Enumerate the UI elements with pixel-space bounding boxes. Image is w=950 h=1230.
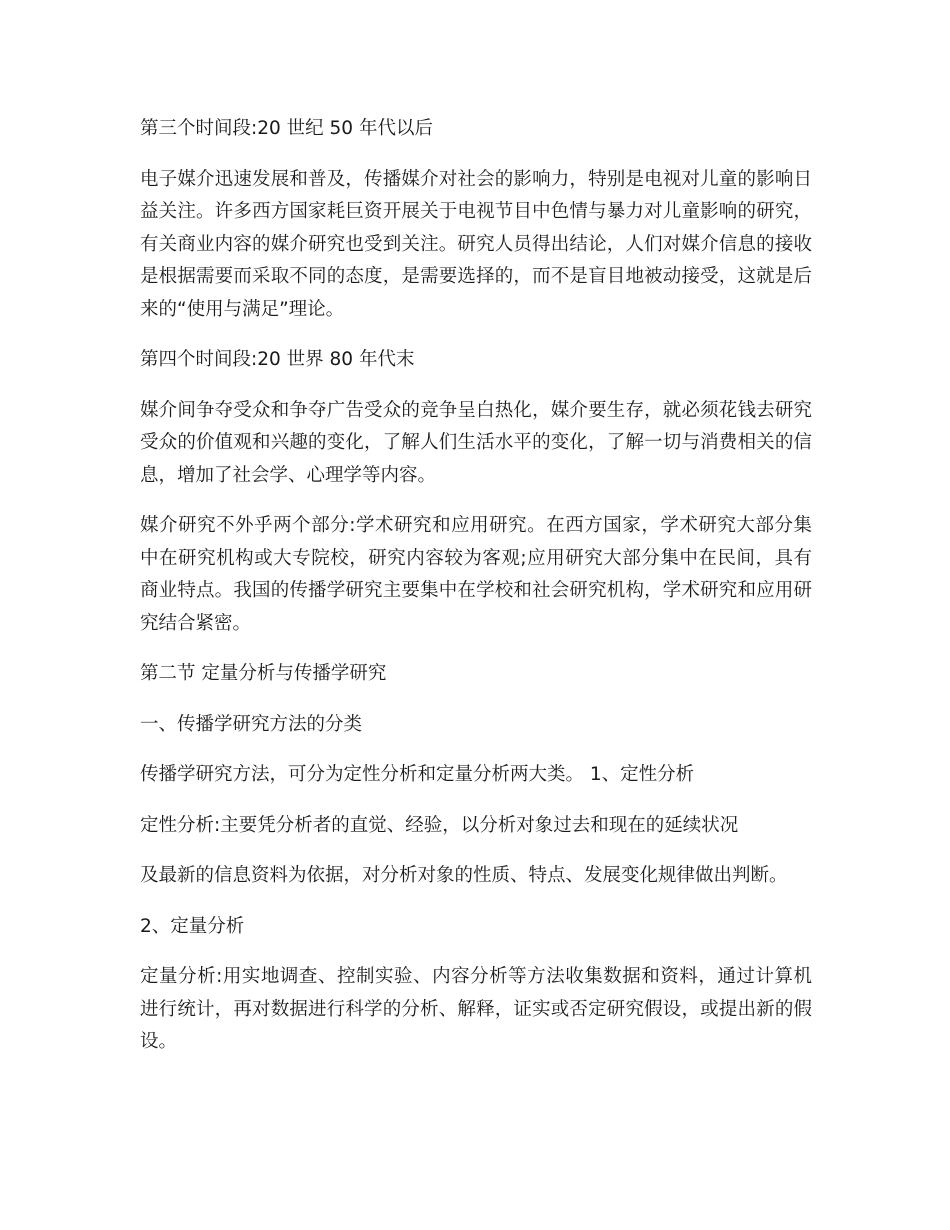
paragraph-qualitative-definition: 定性分析:主要凭分析者的直觉、经验，以分析对象过去和现在的延续状况: [140, 814, 739, 836]
paragraph-media-research-parts: 媒介研究不外乎两个部分:学术研究和应用研究。在西方国家，学术研究大部分集中在研究机构或大专院校，研究内容较为客观;应用研究大部分集中在民间，具有商业特点。我国的传播学研究主要集中在学校和社会研究机构，学术研究和应用研究结合紧密。: [140, 515, 812, 634]
section-heading-third-period: 第三个时间段:20 世纪 50 年代以后: [140, 118, 433, 139]
subheading-method-classification: 一、传播学研究方法的分类: [140, 713, 363, 735]
document-body: [140, 113, 812, 1077]
subheading-quantitative: 2、定量分析: [140, 915, 245, 937]
paragraph-media-competition: 媒介间争夺受众和争夺广告受众的竞争呈白热化，媒介要生存，就必须花钱去研究受众的价值观和兴趣的变化，了解人们生活水平的变化，了解一切与消费相关的信息，增加了社会学、心理学等内容。: [140, 399, 812, 486]
section-heading-second-section: 第二节 定量分析与传播学研究: [140, 663, 387, 684]
paragraph-qualitative-continued: 及最新的信息资料为依据，对分析对象的性质、特点、发展变化规律做出判断。: [140, 865, 788, 886]
section-heading-fourth-period: 第四个时间段:20 世界 80 年代末: [140, 349, 415, 370]
paragraph-quantitative-definition: 定量分析:用实地调查、控制实验、内容分析等方法收集数据和资料，通过计算机进行统计，再对数据进行科学的分析、解释，证实或否定研究假设，或提出新的假设。: [140, 966, 812, 1052]
paragraph-electronic-media: 电子媒介迅速发展和普及，传播媒介对社会的影响力，特别是电视对儿童的影响日益关注。许多西方国家耗巨资开展关于电视节目中色情与暴力对儿童影响的研究，有关商业内容的媒介研究也受到关注。研究人员得出结论，人们对媒介信息的接收是根据需要而采取不同的态度，是需要选择的，而不是盲目地被动接受，这就是后来的“使用与满足”理论。: [140, 168, 812, 320]
paragraph-method-intro: 传播学研究方法，可分为定性分析和定量分析两大类。 1、定性分析: [140, 764, 695, 785]
